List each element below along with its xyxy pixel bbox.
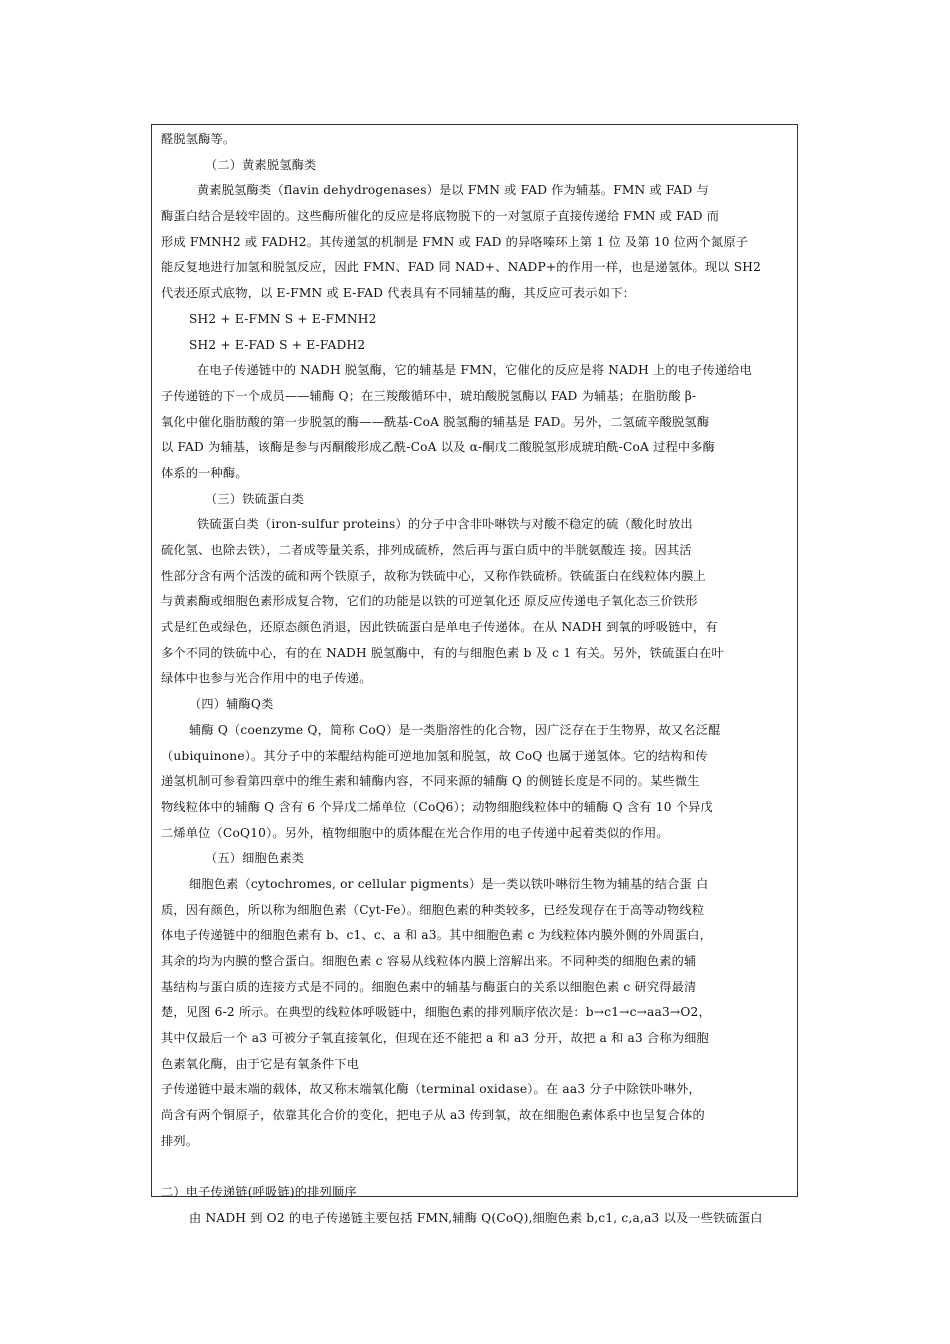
text-line: （二）黄素脱氢酶类 (205, 157, 317, 172)
text-line: 与黄素酶或细胞色素形成复合物，它们的功能是以铁的可逆氧化还 原反应传递电子氧化态三价铁形 (161, 594, 698, 609)
text-line: SH2 + E-FAD S + E-FADH2 (189, 337, 366, 352)
text-line: 黄素脱氢酶类（flavin dehydrogenases）是以 FMN 或 FAD 作为辅基。FMN 或 FAD 与 (197, 183, 709, 198)
text-line: （三）铁硫蛋白类 (205, 491, 305, 506)
text-line: 色素氧化酶，由于它是有氧条件下电 (161, 1056, 360, 1071)
text-line: 硫化氢、也除去铁），二者成等量关系，排列成硫桥，然后再与蛋白质中的半胱氨酸连 接。因其活 (161, 543, 692, 557)
text-line: 铁硫蛋白类（iron-sulfur proteins）的分子中含非卟啉铁与对酸不稳定的硫（酸化时放出 (197, 517, 693, 532)
text-line: 物线粒体中的辅酶 Q 含有 6 个异戊二烯单位（CoQ6）；动物细胞线粒体中的辅酶 Q 含有 10 个异戊 (161, 799, 713, 814)
text-line: 楚，见图 6-2 所示。在典型的线粒体呼吸链中，细胞色素的排列顺序依次是：b→c1→c→aa3→O2， (161, 1005, 711, 1020)
text-line: 二烯单位（CoQ10）。另外，植物细胞中的质体醌在光合作用的电子传递中起着类似的作用。 (161, 825, 669, 840)
text-line: SH2 + E-FMN S + E-FMNH2 (189, 311, 377, 326)
text-line: 其中仅最后一个 a3 可被分子氧直接氧化，但现在还不能把 a 和 a3 分开，故把 a 和 a3 合称为细胞 (161, 1031, 709, 1046)
text-line: 氧化中催化脂肪酸的第一步脱氢的酶——酰基-CoA 脱氢酶的辅基是 FAD。另外，二氢硫辛酸脱氢酶 (161, 414, 710, 429)
text-line: 细胞色素（cytochromes, or cellular pigments）是一类以铁卟啉衍生物为辅基的结合蛋 白 (189, 876, 709, 891)
text-line: 绿体中也参与光合作用中的电子传递。 (161, 671, 372, 686)
text-line: （四）辅酶Q类 (189, 697, 274, 712)
text-line: 酶蛋白结合是较牢固的。这些酶所催化的反应是将底物脱下的一对氢原子直接传递给 FMN 或 FAD 而 (161, 209, 720, 224)
blank-line (161, 1155, 788, 1181)
text-line: 子传递链中最末端的载体，故又称末端氧化酶（terminal oxidase）。在 aa3 分子中除铁卟啉外， (161, 1082, 701, 1097)
text-line: 子传递链的下一个成员——辅酶 Q；在三羧酸循环中，琥珀酸脱氢酶以 FAD 为辅基；在脂肪酸 β- (161, 388, 697, 403)
text-line: 由 NADH 到 O2 的电子传递链主要包括 FMN,辅酶 Q(CoQ),细胞色素 b,c1, c,a,a3 以及一些铁硫蛋白 (189, 1210, 763, 1225)
text-line: 以 FAD 为辅基，该酶是参与丙酮酸形成乙酰-CoA 以及 α-酮戊二酸脱氢形成琥珀酰-CoA 过程中多酶 (161, 440, 716, 455)
text-line: 二）电子传递链(呼吸链)的排列顺序 (161, 1185, 357, 1200)
text-line: 形成 FMNH2 或 FADH2。其传递氢的机制是 FMN 或 FAD 的异咯嗪环上第 1 位 及第 10 位两个氮原子 (161, 234, 749, 249)
text-line: 排列。 (161, 1133, 199, 1148)
text-line: 尚含有两个铜原子，依靠其化合价的变化，把电子从 a3 传到氧，故在细胞色素体系中也呈复合体的 (161, 1108, 705, 1123)
document-frame (151, 124, 798, 1225)
text-line: （五）细胞色素类 (205, 851, 305, 866)
text-line: 体电子传递链中的细胞色素有 b、c1、c、a 和 a3。其中细胞色素 c 为线粒体内膜外侧的外周蛋白， (161, 928, 713, 943)
text-line: 多个不同的铁硫中心，有的在 NADH 脱氢酶中，有的与细胞色素 b 及 c 1 有关。另外，铁硫蛋白在叶 (161, 645, 724, 660)
text-line: 质，因有颜色，所以称为细胞色素（Cyt-Fe）。细胞色素的种类较多，已经发现存在于高等动物线粒 (161, 902, 705, 917)
text-line: 在电子传递链中的 NADH 脱氢酶，它的辅基是 FMN，它催化的反应是将 NADH 上的电子传递给电 (197, 363, 753, 378)
text-line: 代表还原式底物，以 E-FMN 或 E-FAD 代表具有不同辅基的酶，其反应可表示如下： (161, 286, 635, 301)
text-line: 体系的一种酶。 (161, 465, 248, 480)
text-line: 辅酶 Q（coenzyme Q，简称 CoQ）是一类脂溶性的化合物，因广泛存在于生物界，故又名泛醌 (189, 722, 721, 737)
text-line: 式是红色或绿色，还原态颜色消退，因此铁硫蛋白是单电子传递体。在从 NADH 到氧的呼吸链中，有 (161, 620, 718, 635)
text-line: 性部分含有两个活泼的硫和两个铁原子，故称为铁硫中心，又称作铁硫桥。铁硫蛋白在线粒体内膜上 (161, 568, 707, 583)
text-line: 基结构与蛋白质的连接方式是不同的。细胞色素中的辅基与酶蛋白的关系以细胞色素 c 研究得最清 (161, 979, 697, 994)
text-line: （ubiquinone）。其分子中的苯醌结构能可逆地加氢和脱氢，故 CoQ 也属于递氢体。它的结构和传 (161, 748, 708, 763)
text-line: 其余的均为内膜的整合蛋白。细胞色素 c 容易从线粒体内膜上溶解出来。不同种类的细胞色素的辅 (161, 954, 697, 968)
text-line: 醛脱氢酶等。 (161, 132, 236, 146)
text-line: 能反复地进行加氢和脱氢反应，因此 FMN、FAD 同 NAD+、NADP+的作用一样，也是递氢体。现以 SH2 (161, 260, 762, 275)
text-line: 递氢机制可参看第四章中的维生素和辅酶内容，不同来源的辅酶 Q 的侧链长度是不同的。某些微生 (161, 774, 700, 789)
